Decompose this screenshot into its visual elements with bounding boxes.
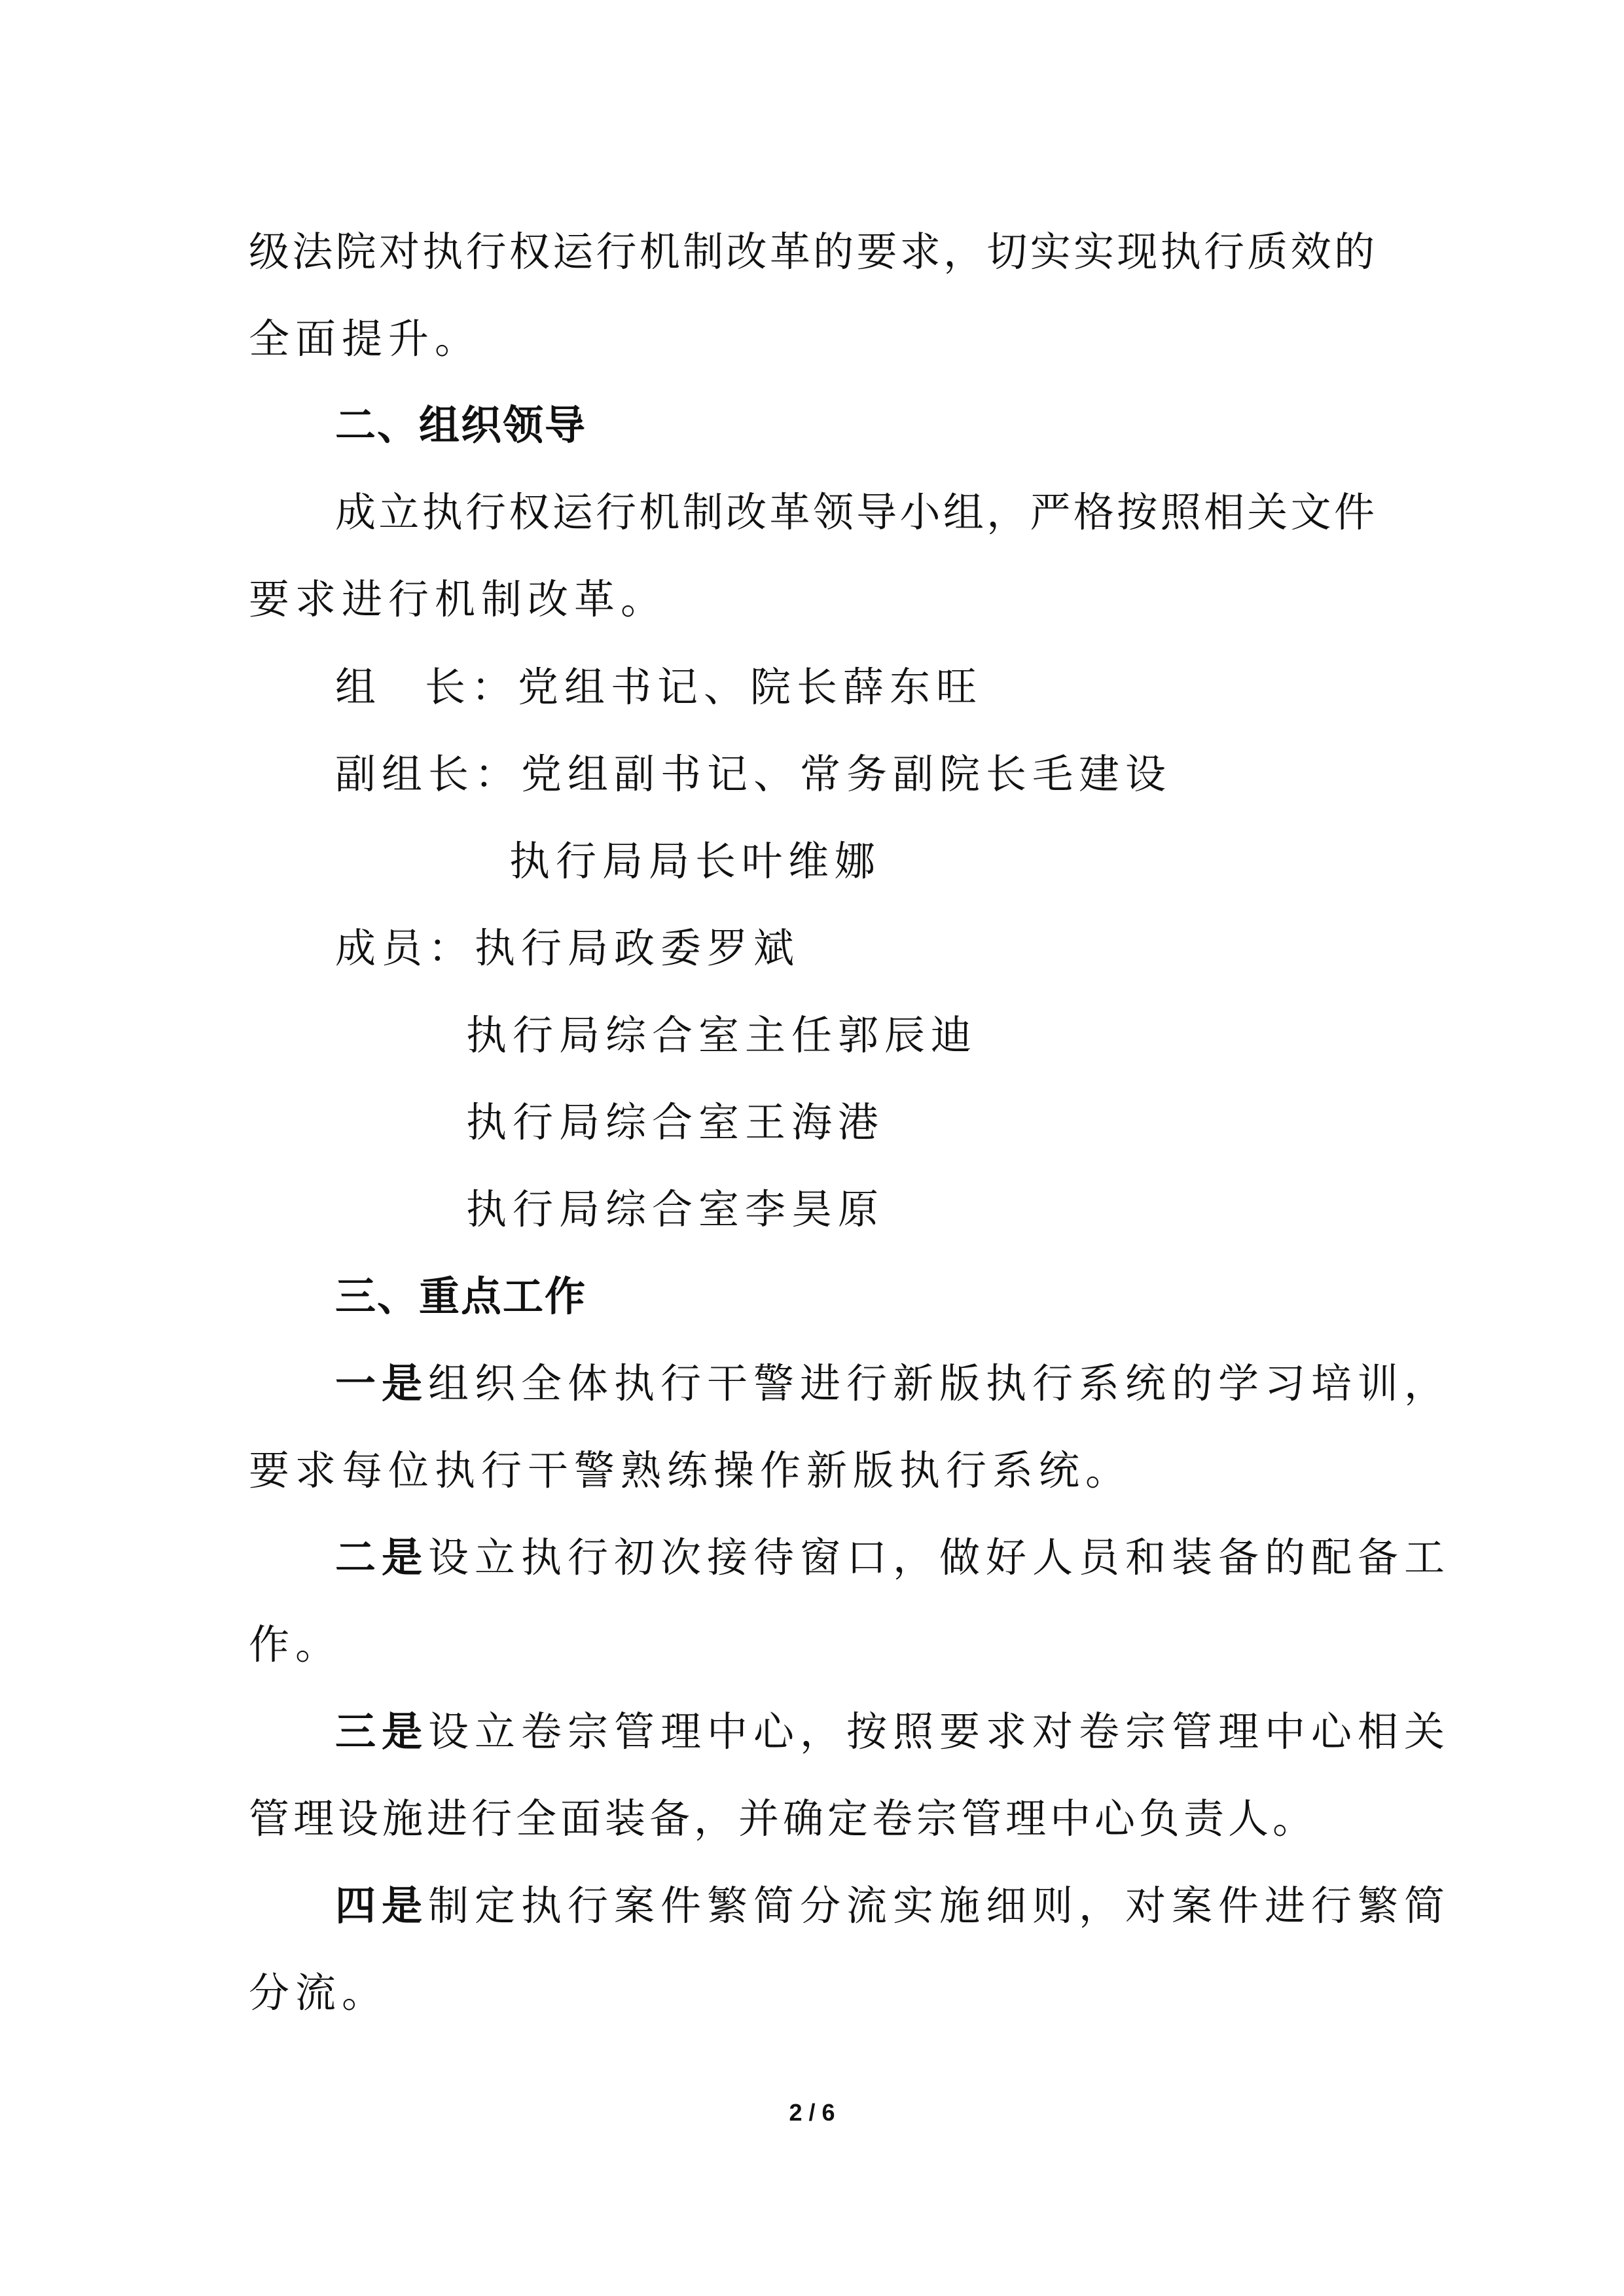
members-row — [335, 922, 800, 975]
leader-row — [335, 661, 983, 713]
members-label: 成员： — [335, 924, 475, 972]
paragraph-1-line-2: 全面提升。 — [249, 315, 482, 363]
item-4-lead: 四是 — [335, 1882, 429, 1929]
member-3: 执行局综合室王海港 — [466, 1098, 885, 1146]
section-heading-organization: 二、组织领导 — [335, 401, 587, 449]
leader-label-part-2: 长： — [425, 663, 518, 711]
member-1: 执行局政委罗斌 — [475, 924, 801, 972]
deputy-value-2: 执行局局长叶维娜 — [509, 837, 882, 885]
deputy-value-1: 党组副书记、常务副院长毛建设 — [521, 750, 1172, 798]
item-3-text: 设立卷宗管理中心，按照要求对卷宗管理中心相关 — [428, 1708, 1451, 1755]
item-3-line-2: 管理设施进行全面装备，并确定卷宗管理中心负责人。 — [249, 1795, 1318, 1842]
item-2-line-1 — [335, 1532, 1451, 1584]
member-2: 执行局综合室主任郭辰迪 — [466, 1011, 978, 1059]
member-4: 执行局综合室李昊原 — [466, 1185, 885, 1233]
item-2-text: 设立执行初次接待窗口，做好人员和装备的配备工 — [428, 1534, 1451, 1581]
item-3-lead: 三是 — [335, 1708, 429, 1755]
item-4-line-2: 分流。 — [249, 1969, 389, 2017]
item-2-lead: 二是 — [335, 1534, 429, 1581]
page-number: 2 / 6 — [789, 2099, 835, 2126]
item-3-line-1 — [335, 1706, 1451, 1758]
item-1-line-1 — [335, 1357, 1451, 1410]
item-4-line-1 — [335, 1880, 1451, 1932]
item-1-text: 组织全体执行干警进行新版执行系统的学习培训， — [428, 1359, 1451, 1407]
deputy-label: 副组长： — [335, 750, 522, 798]
item-2-line-2: 作。 — [249, 1621, 342, 1668]
section-heading-key-work: 三、重点工作 — [335, 1272, 587, 1320]
leader-label-part-1: 组 — [335, 663, 382, 711]
paragraph-2-line-1: 成立执行权运行机制改革领导小组，严格按照相关文件 — [335, 488, 1375, 536]
deputy-row — [335, 748, 1172, 800]
item-4-text: 制定执行案件繁简分流实施细则，对案件进行繁简 — [428, 1882, 1451, 1929]
paragraph-1-line-1: 级法院对执行权运行机制改革的要求，切实实现执行质效的 — [249, 228, 1375, 276]
leader-value: 党组书记、院长薛东旺 — [518, 663, 983, 711]
item-1-lead: 一是 — [335, 1359, 429, 1407]
paragraph-2-line-2: 要求进行机制改革。 — [249, 575, 668, 623]
item-1-line-2: 要求每位执行干警熟练操作新版执行系统。 — [249, 1446, 1132, 1494]
